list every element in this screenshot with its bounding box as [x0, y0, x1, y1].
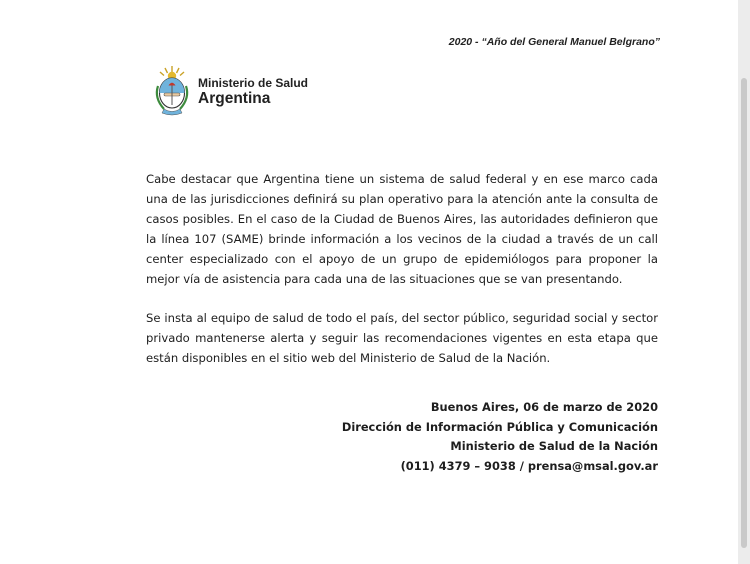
signature-department: Dirección de Información Pública y Comunicación	[341, 419, 658, 434]
logo-ministry-name: Ministerio de Salud	[198, 76, 309, 90]
coat-of-arms-icon	[152, 64, 192, 118]
press-release-body	[146, 169, 658, 387]
signature-ministry: Ministerio de Salud de la Nación	[450, 439, 658, 453]
body-paragraph-2: Se insta al equipo de salud de todo el país, del sector público, seguridad social y sector privado mantenerse alerta y seguir las recomendaciones vigentes en esta etapa que están disponibles en el sitio web del Ministerio de Salud de la Nación.	[146, 311, 658, 365]
logo-text	[198, 76, 308, 108]
scrollbar-thumb[interactable]	[741, 78, 747, 548]
logo-country-name: Argentina	[198, 90, 271, 107]
signature-place-date: Buenos Aires, 06 de marzo de 2020	[430, 400, 658, 414]
signature-contact: (011) 4379 – 9038 / prensa@msal.gov.ar	[400, 458, 658, 473]
year-motto-header: 2020 - “Año del General Manuel Belgrano”	[448, 36, 660, 48]
ministry-logo	[152, 64, 352, 120]
signature-block	[300, 398, 658, 476]
body-paragraph-1: Cabe destacar que Argentina tiene un sistema de salud federal y en ese marco cada una de las jurisdicciones definirá su plan operativo para la atención ante la consulta de casos posibles. En el caso de la Ciudad de Buenos Aires, las autoridades definieron que la línea 107 (SAME) brinde información a los vecinos de la ciudad a través de un call center especializado con el apoyo de un grupo de epidemiólogos para proponer la mejor vía de asistencia para cada una de las situaciones que se van presentando.	[146, 172, 658, 286]
